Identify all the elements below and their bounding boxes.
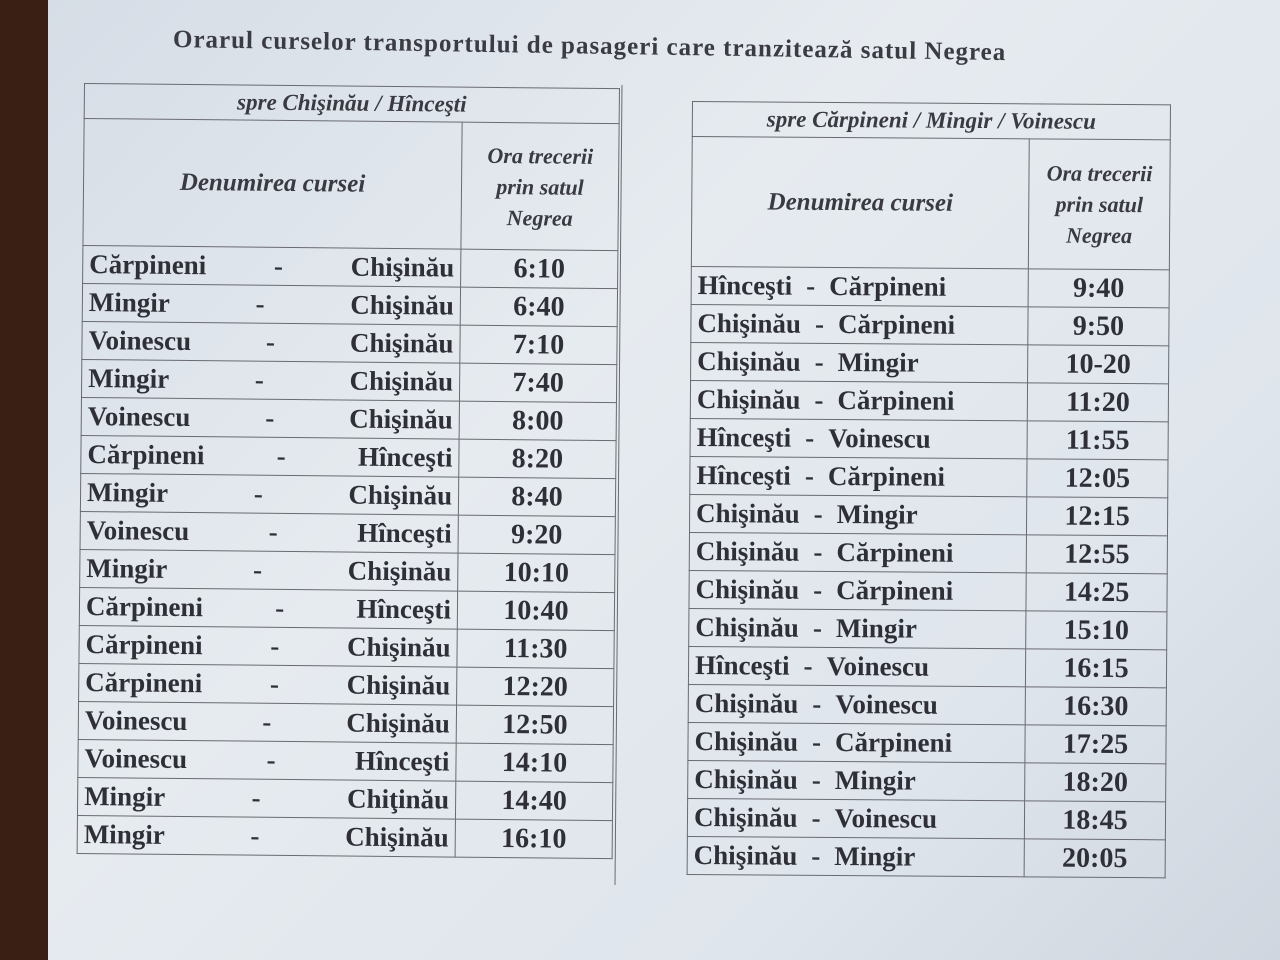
route-to: Mingir (835, 613, 917, 644)
route-name (694, 802, 1018, 835)
departure-time: 11:20 (1027, 383, 1168, 422)
table-row (690, 418, 1168, 459)
route-sep: - (811, 802, 821, 833)
route-to: Chişinău (349, 365, 454, 397)
route-from: Cărpineni (85, 591, 204, 623)
table-row (687, 798, 1165, 839)
route-name (694, 840, 1018, 873)
table-row (80, 473, 615, 516)
route-sep: - (813, 536, 823, 567)
route-from: Chişinău (697, 308, 802, 339)
route-name (698, 270, 1022, 303)
departure-time: 11:30 (457, 629, 614, 669)
route-sep: - (812, 612, 822, 643)
route-name (85, 629, 450, 664)
route-from: Voinescu (84, 743, 188, 775)
departure-time: 18:45 (1024, 801, 1165, 840)
route-from: Hînceşti (696, 460, 791, 491)
route-from: Chişinău (693, 802, 798, 833)
route-from: Voinescu (86, 515, 190, 547)
table-row (688, 646, 1166, 687)
page-title: Orarul curselor transportului de pasageri care tranzitează satul Negrea (172, 26, 1007, 67)
table-row (79, 587, 614, 630)
departure-time: 7:40 (459, 363, 616, 403)
departure-time: 10-20 (1028, 345, 1169, 384)
table-row (83, 245, 618, 288)
route-sep: - (273, 250, 284, 281)
table-row (689, 494, 1167, 535)
route-name (87, 439, 452, 474)
departure-time: 10:10 (458, 553, 615, 593)
route-sep: - (805, 422, 815, 453)
departure-time: 8:00 (459, 401, 616, 441)
route-sep: - (276, 440, 286, 471)
route-from: Hînceşti (696, 422, 792, 453)
route-to: Cărpineni (837, 309, 956, 340)
route-name (695, 688, 1019, 721)
departure-time: 15:10 (1026, 611, 1167, 650)
route-name (696, 498, 1020, 531)
table-row (82, 283, 617, 326)
route-sep: - (814, 384, 824, 415)
route-from: Chişinău (695, 574, 800, 605)
route-from: Chişinău (694, 688, 799, 719)
route-name (695, 574, 1019, 607)
route-from: Cărpineni (89, 249, 207, 281)
table-row (80, 511, 615, 554)
table-row (81, 359, 616, 402)
route-to: Cărpineni (829, 270, 947, 302)
route-name (696, 460, 1020, 493)
route-to: Chişinău (346, 669, 451, 701)
route-from: Chişinău (695, 536, 800, 567)
route-to: Chişinău (345, 821, 449, 853)
route-cell (81, 359, 459, 401)
route-name (88, 401, 453, 436)
table-row (689, 532, 1167, 573)
departure-time: 10:40 (457, 591, 614, 631)
route-cell (691, 342, 1028, 382)
table-row (77, 815, 612, 858)
route-name (85, 667, 450, 702)
departure-time: 7:10 (460, 325, 617, 365)
route-sep: - (812, 688, 822, 719)
route-from: Voinescu (87, 401, 191, 433)
table-row (81, 397, 616, 440)
route-name (696, 536, 1020, 569)
route-cell (81, 435, 459, 477)
route-name (88, 325, 453, 360)
route-name (87, 477, 452, 512)
route-from: Cărpineni (87, 439, 205, 471)
route-to: Chişinău (349, 327, 454, 359)
route-to: Hînceşti (354, 745, 450, 777)
route-from: Hînceşti (697, 270, 793, 301)
route-cell (688, 646, 1025, 686)
route-cell (82, 321, 460, 363)
route-name (89, 287, 454, 322)
route-column-header: Denumirea cursei (691, 137, 1029, 269)
route-to: Mingir (834, 765, 916, 796)
route-name (695, 612, 1019, 645)
route-from: Chişinău (697, 346, 801, 377)
table-row (691, 342, 1169, 383)
table-row (78, 739, 613, 782)
route-to: Chişinău (347, 555, 452, 587)
route-sep: - (252, 554, 263, 585)
route-sep: - (803, 650, 813, 681)
route-to: Voinescu (826, 650, 930, 682)
route-cell (78, 739, 456, 781)
route-from: Cărpineni (85, 629, 203, 661)
route-to: Cărpineni (837, 385, 955, 416)
route-sep: - (262, 706, 272, 737)
route-cell (688, 760, 1025, 800)
route-sep: - (254, 364, 265, 395)
route-to: Chişinău (346, 631, 451, 663)
route-sep: - (814, 346, 824, 377)
direction-header: spre Cărpineni / Mingir / Voinescu (692, 102, 1170, 140)
route-to: Mingir (836, 499, 918, 530)
schedule-rows (77, 245, 618, 858)
route-from: Hînceşti (694, 650, 790, 681)
route-cell (78, 701, 456, 743)
route-cell (79, 625, 457, 667)
route-cell (80, 549, 458, 591)
route-from: Mingir (86, 477, 169, 508)
route-to: Mingir (837, 347, 919, 378)
route-to: Hînceşti (357, 517, 452, 549)
table-row (691, 304, 1169, 345)
route-from: Voinescu (84, 705, 188, 737)
route-cell (79, 663, 457, 705)
route-sep: - (804, 460, 814, 491)
departure-time: 16:10 (455, 819, 612, 859)
route-from: Cărpineni (85, 667, 203, 699)
table-row (688, 722, 1166, 763)
table-row (80, 549, 615, 592)
departure-time: 17:25 (1025, 725, 1166, 764)
departure-time: 9:50 (1028, 307, 1169, 346)
route-cell (688, 722, 1025, 762)
route-name (697, 308, 1021, 341)
route-sep: - (811, 764, 821, 795)
departure-time: 14:40 (455, 781, 612, 821)
route-sep: - (265, 402, 275, 433)
route-name (84, 819, 449, 854)
route-sep: - (806, 270, 816, 301)
direction-header: spre Chişinău / Hînceşti (84, 84, 619, 124)
departure-time: 6:10 (461, 249, 618, 289)
route-to: Chişinău (348, 479, 453, 511)
route-name (85, 705, 450, 740)
departure-time: 14:10 (456, 743, 613, 783)
route-name (697, 422, 1021, 455)
schedule-table-to-chisinau (77, 83, 620, 859)
table-row (77, 777, 612, 820)
route-sep: - (269, 668, 280, 699)
departure-time: 11:55 (1027, 421, 1168, 460)
time-column-header: Ora trecerii prin satul Negrea (461, 122, 619, 251)
route-cell (691, 304, 1028, 344)
route-cell (690, 456, 1027, 496)
route-sep: - (275, 592, 285, 623)
schedule-table-to-carpineni (687, 101, 1171, 878)
route-to: Voinescu (835, 689, 938, 720)
route-to: Chişinău (346, 707, 451, 739)
departure-time: 12:05 (1027, 459, 1168, 498)
route-name (697, 384, 1021, 417)
route-name (84, 743, 449, 778)
route-from: Chişinău (693, 840, 798, 871)
route-cell (77, 777, 455, 819)
time-column-header: Ora trecerii prin satul Negrea (1028, 139, 1170, 270)
route-sep: - (270, 630, 280, 661)
table-row (82, 321, 617, 364)
route-sep: - (265, 326, 276, 357)
route-from: Mingir (86, 553, 168, 584)
route-column-header: Denumirea cursei (83, 119, 462, 250)
schedule-rows (687, 266, 1169, 877)
route-from: Chişinău (696, 498, 800, 529)
departure-time: 12:15 (1026, 497, 1167, 536)
route-cell (687, 798, 1024, 838)
route-cell (689, 532, 1026, 572)
route-sep: - (255, 288, 265, 319)
table-row (79, 663, 614, 706)
route-from: Voinescu (88, 325, 192, 357)
route-cell (689, 608, 1026, 648)
departure-time: 12:20 (457, 667, 614, 707)
route-cell (80, 511, 458, 553)
route-cell (689, 570, 1026, 610)
route-sep: - (811, 726, 822, 757)
route-from: Mingir (88, 287, 171, 318)
table-row (79, 625, 614, 668)
route-cell (689, 494, 1026, 534)
route-cell (80, 473, 458, 515)
route-cell (79, 587, 457, 629)
table-row (688, 684, 1166, 725)
route-name (86, 591, 451, 626)
route-to: Cărpineni (834, 727, 953, 758)
route-from: Chişinău (696, 384, 801, 415)
departure-time: 9:40 (1028, 269, 1169, 308)
route-sep: - (814, 308, 825, 339)
departure-time: 18:20 (1025, 763, 1166, 802)
table-row (78, 701, 613, 744)
route-to: Chişinău (349, 403, 453, 435)
route-sep: - (813, 498, 823, 529)
route-name (695, 650, 1019, 683)
table-row (691, 266, 1169, 307)
route-to: Mingir (834, 841, 916, 872)
route-from: Mingir (84, 781, 166, 812)
route-name (694, 764, 1018, 797)
route-cell (690, 380, 1027, 420)
departure-time: 12:55 (1026, 535, 1167, 574)
table-row (689, 570, 1167, 611)
departure-time: 16:30 (1025, 687, 1166, 726)
route-to: Chiţinău (346, 783, 450, 815)
route-name (88, 363, 453, 398)
departure-time: 14:25 (1026, 573, 1167, 612)
route-to: Cărpineni (836, 537, 954, 568)
route-from: Chişinău (695, 612, 799, 643)
route-sep: - (811, 840, 821, 871)
table-row (688, 760, 1166, 801)
route-to: Voinescu (834, 803, 938, 834)
table-row (690, 380, 1168, 421)
departure-time: 6:40 (460, 287, 617, 327)
route-sep: - (253, 478, 263, 509)
route-cell (81, 397, 459, 439)
route-name (84, 781, 449, 816)
route-sep: - (251, 782, 261, 813)
route-cell (688, 684, 1025, 724)
departure-time: 20:05 (1024, 839, 1165, 878)
route-name (87, 515, 452, 550)
route-name (89, 249, 454, 284)
route-name (86, 553, 451, 588)
route-to: Cărpineni (827, 460, 946, 492)
route-cell (77, 815, 455, 857)
table-row (687, 836, 1165, 877)
route-to: Chişinău (350, 289, 455, 321)
departure-time: 8:20 (459, 439, 616, 479)
route-cell (687, 836, 1024, 876)
route-sep: - (268, 516, 278, 547)
departure-time: 16:15 (1025, 649, 1166, 688)
route-from: Mingir (83, 819, 165, 850)
route-cell (82, 283, 460, 325)
route-to: Hînceşti (356, 593, 452, 625)
route-cell (691, 266, 1028, 306)
route-cell (83, 245, 461, 287)
route-from: Mingir (88, 363, 170, 394)
route-from: Chişinău (694, 726, 799, 757)
route-to: Hînceşti (357, 441, 453, 473)
route-sep: - (266, 744, 276, 775)
departure-time: 8:40 (458, 477, 615, 517)
route-cell (690, 418, 1027, 458)
route-to: Chişinău (350, 251, 455, 283)
departure-time: 9:20 (458, 515, 615, 555)
route-to: Voinescu (828, 422, 931, 454)
table-row (689, 608, 1167, 649)
table-row (690, 456, 1168, 497)
route-name (697, 346, 1021, 379)
route-sep: - (250, 820, 260, 851)
route-name (694, 726, 1018, 759)
route-to: Cărpineni (836, 575, 954, 606)
route-from: Chişinău (694, 764, 798, 795)
route-sep: - (813, 574, 823, 605)
table-row (81, 435, 616, 478)
departure-time: 12:50 (456, 705, 613, 745)
